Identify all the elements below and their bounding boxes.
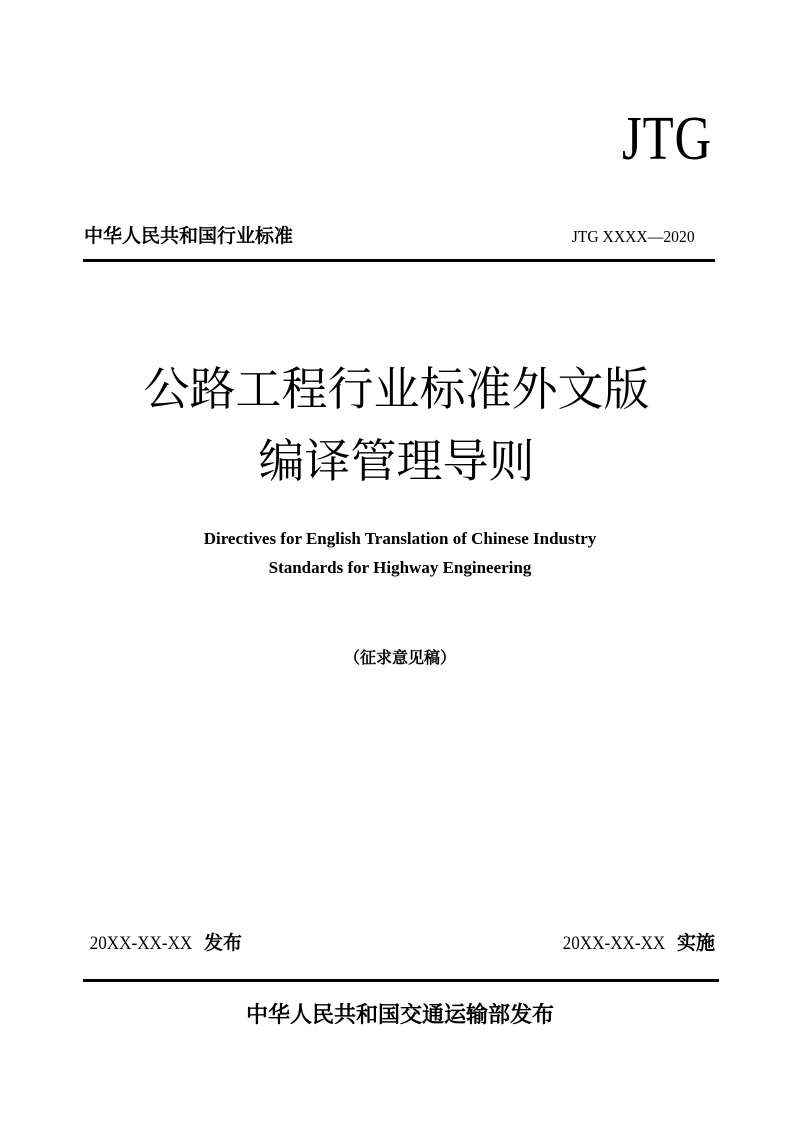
issue-date-block <box>84 930 242 957</box>
draft-status: （征求意见稿） <box>343 648 456 667</box>
english-title-line-2: Standards for Highway Engineering <box>268 558 532 577</box>
title-line-2: 编译管理导则 <box>258 434 535 488</box>
footer-divider <box>83 979 719 982</box>
effective-label: 实施 <box>676 932 715 954</box>
issue-label: 发布 <box>204 932 243 954</box>
effective-date-block <box>557 930 715 957</box>
publisher: 中华人民共和国交通运输部发布 <box>245 1003 554 1028</box>
effective-date: 20XX-XX-XX <box>562 933 666 954</box>
standard-code-mark: JTG <box>622 105 713 173</box>
standard-number: JTG XXXX—2020 <box>572 227 695 246</box>
title-line-1: 公路工程行业标准外文版 <box>143 362 650 416</box>
standard-category: 中华人民共和国行业标准 <box>84 225 294 247</box>
header-divider <box>83 259 715 262</box>
english-title-line-1: Directives for English Translation of Chinese Industry <box>203 529 597 548</box>
issue-date: 20XX-XX-XX <box>89 933 193 954</box>
